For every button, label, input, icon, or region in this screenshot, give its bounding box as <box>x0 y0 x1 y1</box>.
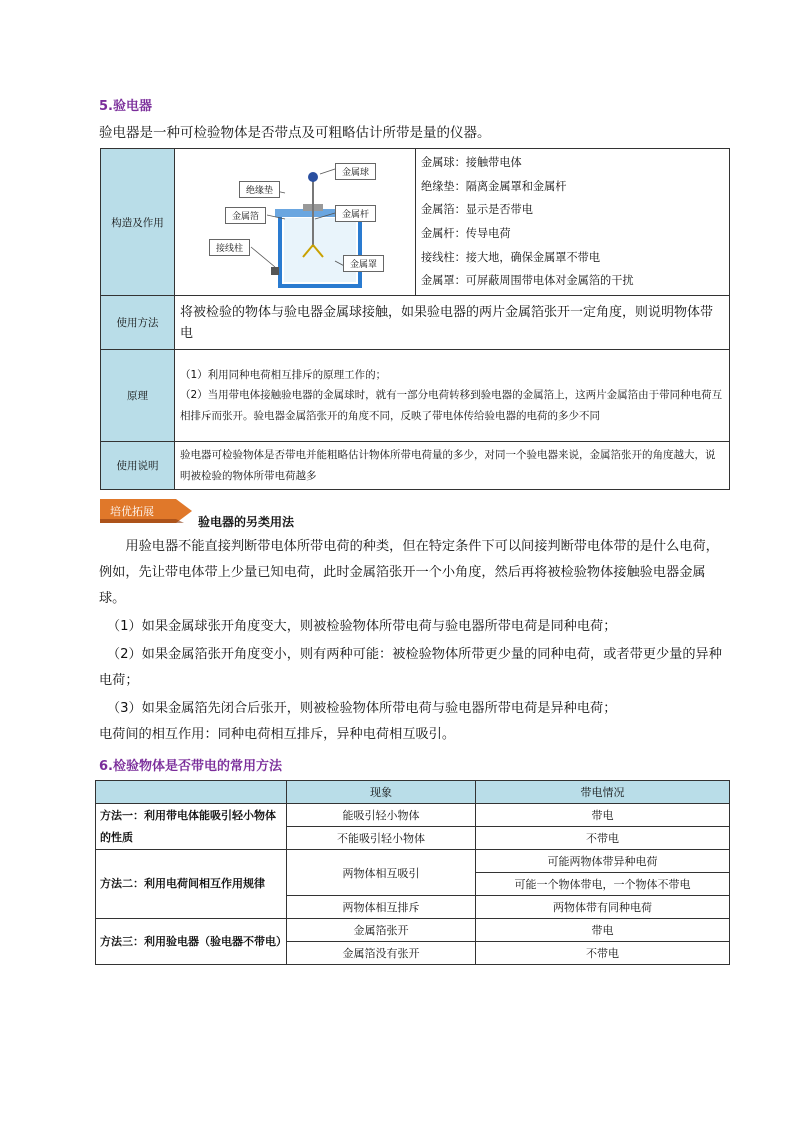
callout-metal-foil: 金属箔 <box>225 207 266 224</box>
extension-badge <box>100 499 192 523</box>
table-cell: 不带电 <box>476 827 730 850</box>
table-cell: 带电 <box>476 919 730 942</box>
extension-paragraph-3: （2）如果金属箔张开角度变小，则有两种可能：被检验物体所带更少量的同种电荷，或者带更少量的异种电荷； <box>99 647 722 688</box>
notes-text: 验电器可检验物体是否带电并能粗略估计物体所带电荷量的多少，对同一个验电器来说，金属箔张开的角度越大，说明被检验的物体所带电荷越多 <box>175 442 730 490</box>
extension-badge-text: 培优拓展 <box>110 505 154 518</box>
table-cell: 金属箔没有张开 <box>287 942 476 965</box>
callout-terminal: 接线柱 <box>209 239 250 256</box>
part-item: 金属杆：传导电荷 <box>421 227 511 241</box>
table-cell: 可能两物体带异种电荷 <box>476 850 730 873</box>
principle-2: （2）当用带电体接触验电器的金属球时，就有一部分电荷转移到验电器的金属箔上，这两片金属箔由于带同种电荷互相排斥而张开。验电器金属箔张开的角度不同，反映了带电体传给验电器的电荷的多少不同 <box>180 389 723 422</box>
callout-metal-rod: 金属杆 <box>335 205 376 222</box>
table-cell: 可能一个物体带电，一个物体不带电 <box>476 873 730 896</box>
table-cell: 不带电 <box>476 942 730 965</box>
part-item: 金属球：接触带电体 <box>421 156 522 169</box>
table-cell: 能吸引轻小物体 <box>287 804 476 827</box>
header-status: 带电情况 <box>476 781 730 804</box>
section-5-intro: 验电器是一种可检验物体是否带点及可粗略估计所带是量的仪器。 <box>99 125 491 141</box>
part-item: 金属罩：可屏蔽周围带电体对金属箔的干扰 <box>421 274 634 288</box>
header-phenomenon: 现象 <box>287 781 476 804</box>
row-label-principle: 原理 <box>101 350 175 442</box>
table-cell: 金属箔张开 <box>287 919 476 942</box>
section-5-heading: 5.验电器 <box>99 99 152 114</box>
section-6-heading: 6.检验物体是否带电的常用方法 <box>99 759 282 774</box>
part-item: 金属箔：显示是否带电 <box>421 203 533 217</box>
extension-paragraph-2: （1）如果金属球张开角度变大，则被检验物体所带电荷与验电器所带电荷是同种电荷； <box>106 619 617 634</box>
row-label-construction: 构造及作用 <box>101 149 175 296</box>
principle-cell <box>175 350 730 442</box>
part-item: 接线柱：接大地，确保金属罩不带电 <box>421 250 601 264</box>
table-cell: 带电 <box>476 804 730 827</box>
extension-paragraph-5: 电荷间的相互作用：同种电荷相互排斥，异种电荷相互吸引。 <box>99 727 456 742</box>
electroscope-table <box>100 148 730 490</box>
electroscope-figure <box>175 149 416 296</box>
callout-metal-cover: 金属罩 <box>343 255 384 272</box>
extension-title: 验电器的另类用法 <box>198 515 295 529</box>
part-item: 绝缘垫：隔离金属罩和金属杆 <box>421 179 567 193</box>
method-3: 方法三：利用验电器（验电器不带电） <box>96 919 287 965</box>
method-1: 方法一：利用带电体能吸引轻小物体的性质 <box>96 804 287 850</box>
row-label-notes: 使用说明 <box>101 442 175 490</box>
table-cell: 不能吸引轻小物体 <box>287 827 476 850</box>
electroscope-drawing <box>175 149 425 294</box>
methods-table <box>95 780 730 965</box>
extension-paragraph-1: 用验电器不能直接判断带电体所带电荷的种类，但在特定条件下可以间接判断带电体带的是什么电荷，例如，先让带电体带上少量已知电荷，此时金属箔张开一个小角度，然后再将被检验物体接触验电器金属球。 <box>99 539 719 606</box>
callout-metal-ball: 金属球 <box>335 163 376 180</box>
callout-insulating-pad: 绝缘垫 <box>239 181 280 198</box>
usage-text: 将被检验的物体与验电器金属球接触，如果验电器的两片金属箔张开一定角度，则说明物体带电 <box>175 296 730 350</box>
extension-paragraph-4: （3）如果金属箔先闭合后张开，则被检验物体所带电荷与验电器所带电荷是异种电荷； <box>106 701 617 716</box>
method-2: 方法二：利用电荷间相互作用规律 <box>96 850 287 919</box>
row-label-usage: 使用方法 <box>101 296 175 350</box>
table-cell: 两物体相互排斥 <box>287 896 476 919</box>
table-cell: 两物体带有同种电荷 <box>476 896 730 919</box>
parts-list <box>416 149 730 296</box>
principle-1: （1）利用同种电荷相互排斥的原理工作的； <box>180 368 387 381</box>
table-cell: 两物体相互吸引 <box>287 850 476 896</box>
